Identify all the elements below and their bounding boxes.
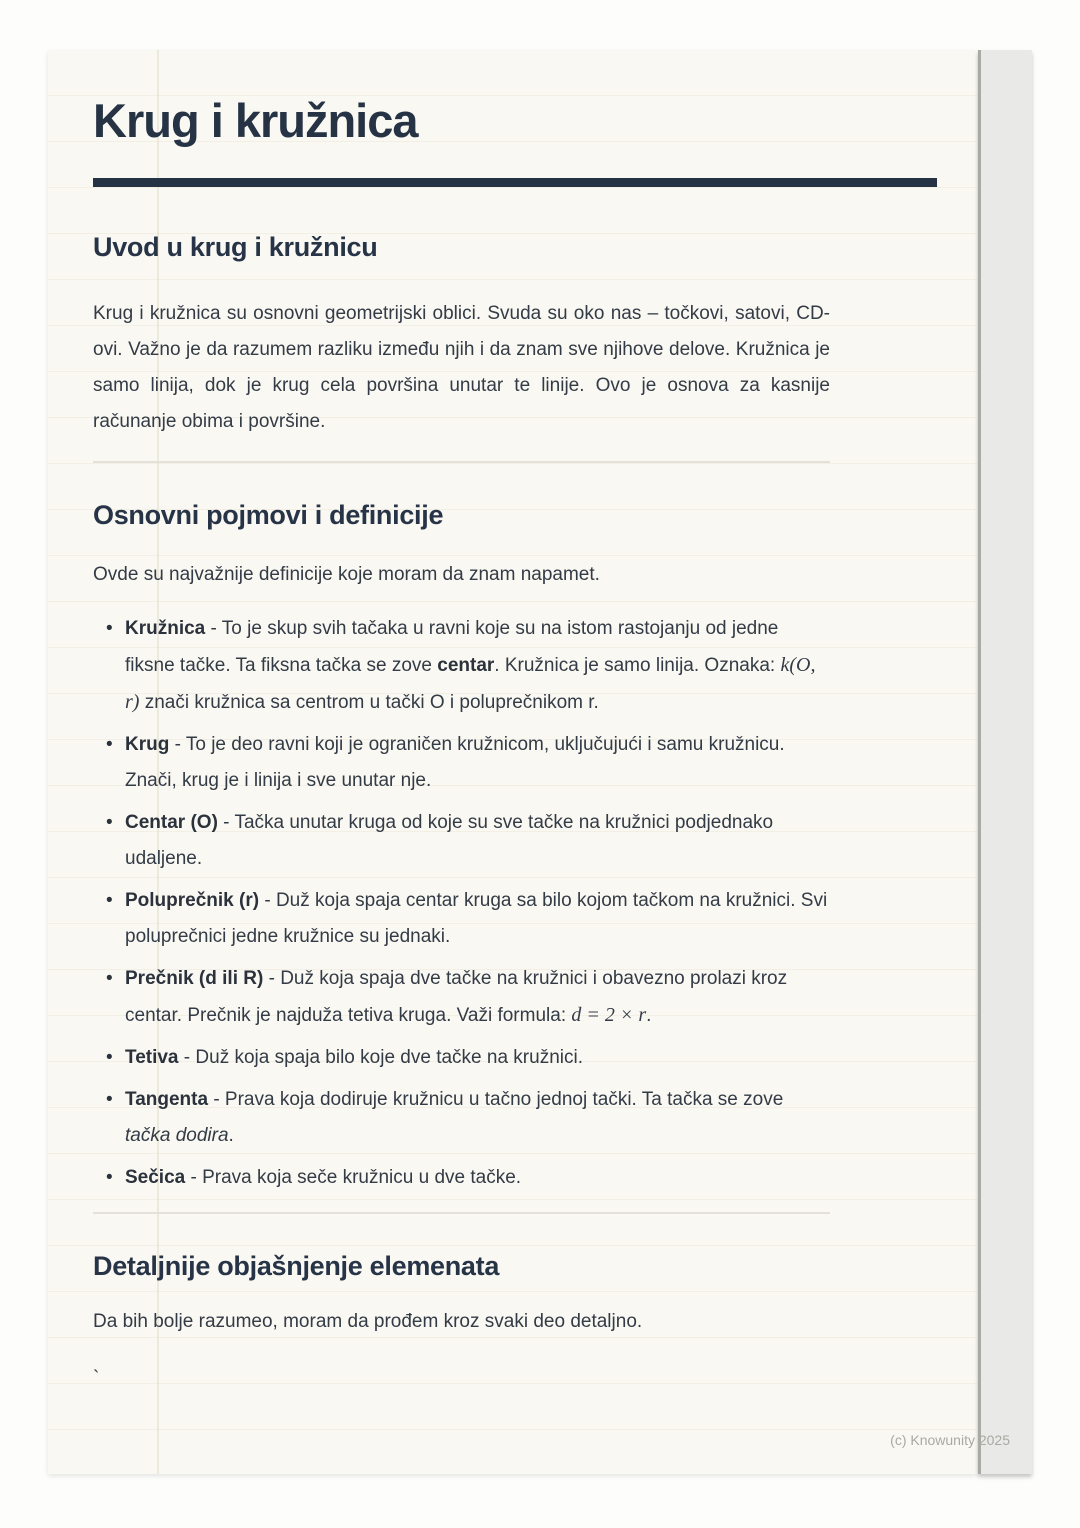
stray-backtick: ` (93, 1368, 100, 1389)
definition-item-krug (93, 727, 830, 799)
definition-text: znači kružnica sa centrom u tački O i poluprečnikom r. (139, 692, 599, 713)
definition-term: Kružnica (125, 618, 206, 639)
definition-item-kruznica (93, 611, 830, 721)
next-page-edge (978, 50, 1032, 1474)
definition-term: Tetiva (125, 1047, 179, 1068)
definition-text: - To je deo ravni koji je ograničen kružnicom, uključujući i samu kružnicu. Znači, krug je i linija i sve unutar nje. (125, 734, 785, 791)
page-title: Krug i kružnica (93, 94, 418, 147)
definition-text: - Duž koja spaja dve tačke na kružnici i obavezno prolazi kroz centar. Prečnik je najduža tetiva kruga. Važi formula: (125, 968, 788, 1026)
section-heading-pojmovi: Osnovni pojmovi i definicije (93, 500, 444, 530)
intro-paragraph: Krug i kružnica su osnovni geometrijski oblici. Svuda su oko nas – točkovi, satovi, CD-ovi. Važno je da razumem razliku između njih i da znam sve njihove delove. Kružnica je samo linija, dok je krug cela površina unutar te linije. Ovo je osnova za kasnije računanje obima i površine. (93, 303, 830, 432)
section-heading-uvod: Uvod u krug i kružnicu (93, 232, 378, 262)
section-divider (93, 461, 830, 463)
document-page (48, 50, 977, 1474)
definition-term: Sečica (125, 1167, 186, 1188)
definition-item-secica (93, 1160, 830, 1196)
definition-text: . (228, 1125, 234, 1146)
section-heading-detaljnije: Detaljnije objašnjenje elemenata (93, 1251, 500, 1281)
definition-item-poluprecnik (93, 883, 830, 955)
definition-text: - Duž koja spaja bilo koje dve tačke na kružnici. (178, 1047, 583, 1068)
math-expression: k(O, r) (125, 654, 816, 713)
definition-text: . (646, 1005, 652, 1026)
definition-italic: tačka dodira (125, 1125, 229, 1146)
detail-paragraph: Da bih bolje razumeo, moram da prođem kroz svaki deo detaljno. (93, 1311, 643, 1332)
definition-item-tetiva (93, 1040, 830, 1076)
definition-item-tangenta (93, 1082, 830, 1154)
definition-text: - Tačka unutar kruga od koje su sve tačke na kružnici podjednako udaljene. (125, 812, 774, 869)
definition-term: Tangenta (125, 1089, 209, 1110)
definition-text: - Prava koja seče kružnicu u dve tačke. (185, 1167, 522, 1188)
definition-text: - Prava koja dodiruje kružnicu u tačno jednoj tački. Ta tačka se zove (208, 1089, 784, 1110)
definition-item-precnik (93, 961, 830, 1034)
definition-bold: centar (437, 655, 495, 676)
copyright-watermark: (c) Knowunity 2025 (890, 1432, 1010, 1448)
definition-term: Poluprečnik (r) (125, 890, 260, 911)
definition-text: - To je skup svih tačaka u ravni koje su na istom rastojanju od jedne fiksne tačke. Ta fiksna tačka se zove (125, 618, 779, 676)
definition-term: Prečnik (d ili R) (125, 968, 264, 989)
definition-item-centar (93, 805, 830, 877)
definition-term: Krug (125, 734, 170, 755)
definitions-intro: Ovde su najvažnije definicije koje moram da znam napamet. (93, 564, 600, 585)
section-divider (93, 1212, 830, 1214)
definition-term: Centar (O) (125, 812, 218, 833)
math-expression: d = 2 × r (571, 1004, 647, 1026)
definitions-list (93, 611, 830, 1196)
definition-text: - Duž koja spaja centar kruga sa bilo kojom tačkom na kružnici. Svi poluprečnici jedne kružnice su jednaki. (125, 890, 828, 947)
title-rule (93, 178, 937, 187)
definition-text: . Kružnica je samo linija. Oznaka: (494, 655, 781, 676)
